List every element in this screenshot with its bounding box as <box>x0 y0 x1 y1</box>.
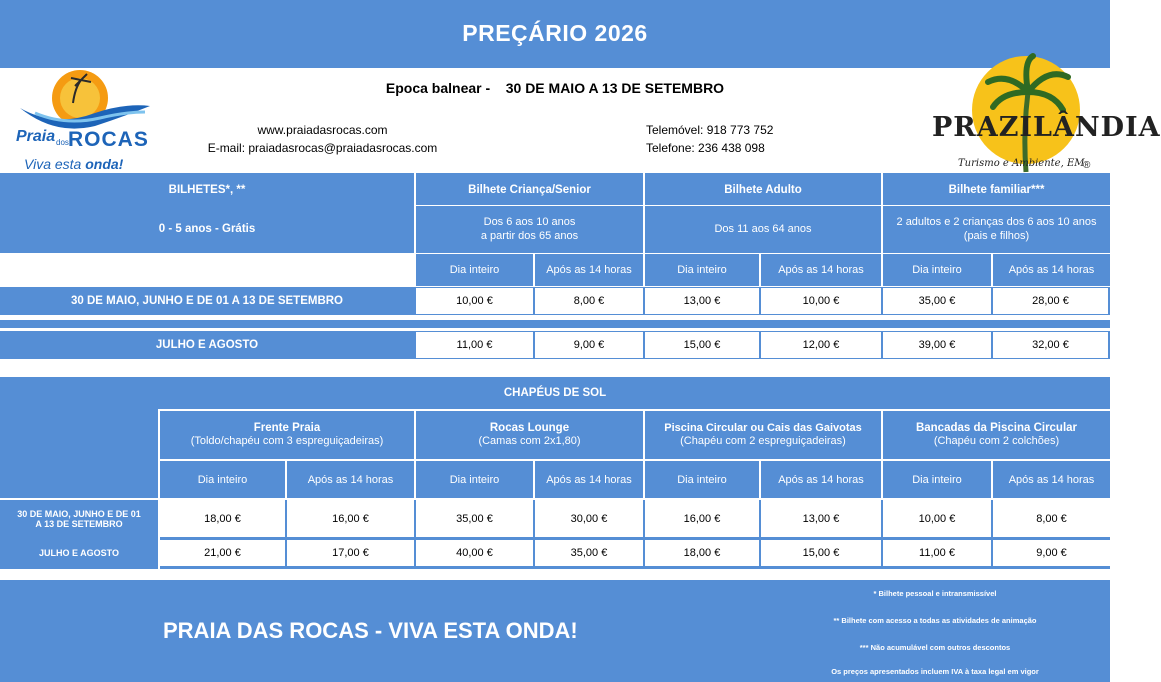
umbrella-cat-pool-desc: (Chapéu com 2 espreguiçadeiras) <box>680 435 846 447</box>
ticket-col-after-1: Após as 14 horas <box>535 254 643 286</box>
ticket-price: 39,00 € <box>883 332 991 358</box>
footer-note-4: Os preços apresentados incluem IVA à taxa legal em vigor <box>831 667 1039 676</box>
umbrella-price: 35,00 € <box>416 500 533 537</box>
umbrella-price: 9,00 € <box>993 540 1110 566</box>
umbrella-price: 30,00 € <box>535 500 643 537</box>
umbrella-col-after: Após as 14 horas <box>778 473 864 486</box>
umbrella-cat-front-desc: (Toldo/chapéu com 3 espreguiçadeiras) <box>190 435 384 447</box>
footer-note-3: *** Não acumulável com outros descontos <box>859 643 1011 652</box>
ticket-price: 15,00 € <box>645 332 759 358</box>
ticket-price: 32,00 € <box>993 332 1108 358</box>
ticket-col-full-2: Dia inteiro <box>645 254 759 286</box>
ticket-adult-title: Bilhete Adulto <box>724 184 802 196</box>
web-contact <box>200 121 445 157</box>
umbrella-price: 35,00 € <box>535 540 643 566</box>
umbrella-price: 17,00 € <box>287 540 414 566</box>
umbrella-col-after: Após as 14 horas <box>546 473 632 486</box>
ticket-price: 9,00 € <box>535 332 643 358</box>
ticket-price: 28,00 € <box>993 288 1108 314</box>
umbrella-row-label-1 <box>0 500 158 538</box>
umbrella-cat-bench-name: Bancadas da Piscina Circular <box>915 422 1078 434</box>
ticket-adult-desc: Dos 11 aos 64 anos <box>714 223 812 235</box>
ticket-family-title: Bilhete familiar*** <box>948 184 1045 196</box>
umbrella-price: 13,00 € <box>761 500 881 537</box>
umbrella-cat-bench-desc: (Chapéu com 2 colchões) <box>933 435 1060 447</box>
logo-tagline-bold: onda! <box>85 156 124 172</box>
umbrella-price: 40,00 € <box>416 540 533 566</box>
ticket-col-after-3: Após as 14 horas <box>993 254 1110 286</box>
logo-praia-text: Praia <box>16 128 56 145</box>
ticket-col-full-1: Dia inteiro <box>416 254 533 286</box>
ticket-family-desc <box>883 208 1110 250</box>
ticket-col-full-3: Dia inteiro <box>883 254 991 286</box>
ticket-row-label-2: JULHO E AGOSTO <box>0 331 414 359</box>
umbrella-col-after: Após as 14 horas <box>1008 473 1095 486</box>
ticket-col-after-2: Após as 14 horas <box>761 254 881 286</box>
ticket-row-label-1: 30 DE MAIO, JUNHO E DE 01 A 13 DE SETEMBRO <box>0 287 414 315</box>
umbrella-cat-pool-name: Piscina Circular ou Cais das Gaivotas <box>664 422 862 434</box>
umbrella-price: 10,00 € <box>883 500 991 537</box>
ticket-price: 35,00 € <box>883 288 991 314</box>
prazilandia-name: PRAZILÂNDIA <box>932 112 1161 143</box>
mobile-number: Telemóvel: 918 773 752 <box>646 123 774 137</box>
umbrella-col-after: Após as 14 horas <box>307 473 394 486</box>
season-dates: 30 DE MAIO A 13 DE SETEMBRO <box>505 80 725 96</box>
umbrella-cat-pool <box>645 413 881 457</box>
umbrella-price: 16,00 € <box>645 500 759 537</box>
ticket-family-desc-2: (pais e filhos) <box>963 230 1030 242</box>
umbrella-col-full: Dia inteiro <box>449 473 500 486</box>
umbrella-col-full: Dia inteiro <box>912 473 962 486</box>
ticket-child-senior-title: Bilhete Criança/Senior <box>468 184 591 196</box>
prazilandia-logo <box>928 52 1161 174</box>
ticket-price: 10,00 € <box>761 288 881 314</box>
umbrella-price: 16,00 € <box>287 500 414 537</box>
umbrella-cat-bench <box>883 413 1110 457</box>
phone-contact <box>646 121 846 157</box>
free-children-note: 0 - 5 anos - Grátis <box>158 223 256 235</box>
ticket-child-desc-2: a partir dos 65 anos <box>480 230 579 242</box>
umbrella-cat-front-name: Frente Praia <box>253 422 321 434</box>
umbrella-col-full: Dia inteiro <box>197 473 248 486</box>
umbrella-price: 18,00 € <box>645 540 759 566</box>
website-link[interactable]: www.praiadasrocas.com <box>257 123 388 137</box>
umbrella-cat-lounge <box>416 413 643 457</box>
logo-tagline <box>24 156 123 172</box>
season-label: Epoca balnear - <box>385 80 491 96</box>
ticket-family-desc-1: 2 adultos e 2 crianças dos 6 aos 10 anos <box>896 216 1097 228</box>
phone-number: Telefone: 236 438 098 <box>646 141 765 155</box>
tickets-header: BILHETES*, ** <box>168 184 246 196</box>
logo-tagline-text: Viva esta <box>24 156 82 172</box>
registered-mark: ® <box>1083 160 1091 171</box>
footer-note-2: ** Bilhete com acesso a todas as atividades de animação <box>833 616 1037 625</box>
umbrella-row-label-2: JULHO E AGOSTO <box>38 548 119 558</box>
logo-rocas-text: ROCAS <box>68 128 149 151</box>
ticket-price: 12,00 € <box>761 332 881 358</box>
umbrella-price: 11,00 € <box>883 540 991 566</box>
umbrella-col-full: Dia inteiro <box>677 473 727 486</box>
ticket-price: 11,00 € <box>416 332 533 358</box>
umbrella-cat-lounge-desc: (Camas com 2x1,80) <box>478 435 581 447</box>
ticket-price: 8,00 € <box>535 288 643 314</box>
ticket-child-senior-desc <box>416 208 643 250</box>
umbrella-price: 15,00 € <box>761 540 881 566</box>
ticket-child-desc-1: Dos 6 aos 10 anos <box>483 216 576 228</box>
footer-note-1: * Bilhete pessoal e intransmissível <box>873 589 997 598</box>
umbrella-header: CHAPÉUS DE SOL <box>503 387 607 399</box>
prazilandia-tagline: Turismo e Ambiente, EM <box>958 158 1085 169</box>
umbrella-cat-lounge-name: Rocas Lounge <box>489 422 570 434</box>
footer-slogan: PRAIA DAS ROCAS - VIVA ESTA ONDA! <box>163 618 578 643</box>
ticket-price: 10,00 € <box>416 288 533 314</box>
umbrella-row-label-1b: A 13 DE SETEMBRO <box>35 519 123 529</box>
umbrella-price: 18,00 € <box>160 500 285 537</box>
email-link[interactable]: E-mail: praiadasrocas@praiadasrocas.com <box>207 141 438 155</box>
umbrella-row-label-1a: 30 DE MAIO, JUNHO E DE 01 <box>17 509 141 519</box>
umbrella-cat-front <box>160 413 414 457</box>
page-title: PREÇÁRIO 2026 <box>462 20 648 46</box>
umbrella-price: 8,00 € <box>993 500 1110 537</box>
ticket-price: 13,00 € <box>645 288 759 314</box>
umbrella-price: 21,00 € <box>160 540 285 566</box>
logo-dos-text: dos <box>56 138 69 147</box>
